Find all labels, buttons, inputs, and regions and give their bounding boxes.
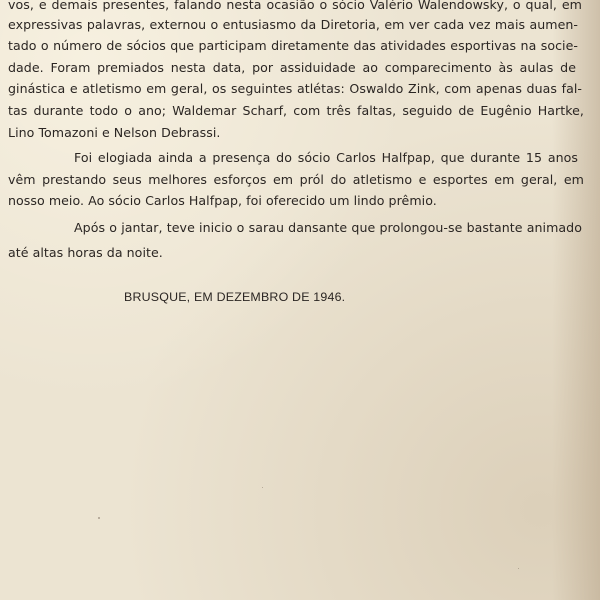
text-line: vêm prestando seus melhores esforços em pról do atletismo e esportes em geral, em bbox=[8, 172, 584, 187]
text-line: dade. Foram premiados nesta data, por assiduidade ao comparecimento às aulas de bbox=[8, 60, 576, 75]
text-line: Foi elogiada ainda a presença do sócio Carlos Halfpap, que durante 15 anos bbox=[74, 150, 578, 165]
dateline: BRUSQUE, EM DEZEMBRO DE 1946. bbox=[124, 290, 346, 304]
text-line: Após o jantar, teve inicio o sarau dansante que prolongou-se bastante animado bbox=[74, 220, 582, 235]
text-line: até altas horas da noite. bbox=[8, 245, 163, 260]
paper-speck bbox=[98, 517, 100, 519]
text-line: tas durante todo o ano; Waldemar Scharf, com três faltas, seguido de Eugênio Hartke, bbox=[8, 103, 584, 118]
text-line: vos, e demais presentes, falando nesta ocasião o sócio Valério Walendowsky, o qual, em bbox=[8, 0, 582, 12]
text-line: expressivas palavras, externou o entusiasmo da Diretoria, em ver cada vez mais aumen- bbox=[8, 17, 578, 32]
paper-speck bbox=[518, 568, 519, 569]
text-line: nosso meio. Ao sócio Carlos Halfpap, foi oferecido um lindo prêmio. bbox=[8, 193, 437, 208]
text-line: Lino Tomazoni e Nelson Debrassi. bbox=[8, 125, 221, 140]
text-line: ginástica e atletismo em geral, os seguintes atlétas: Oswaldo Zink, com apenas duas fal- bbox=[8, 81, 582, 96]
paper-speck bbox=[262, 487, 263, 488]
text-line: tado o número de sócios que participam diretamente das atividades esportivas na socie- bbox=[8, 38, 578, 53]
